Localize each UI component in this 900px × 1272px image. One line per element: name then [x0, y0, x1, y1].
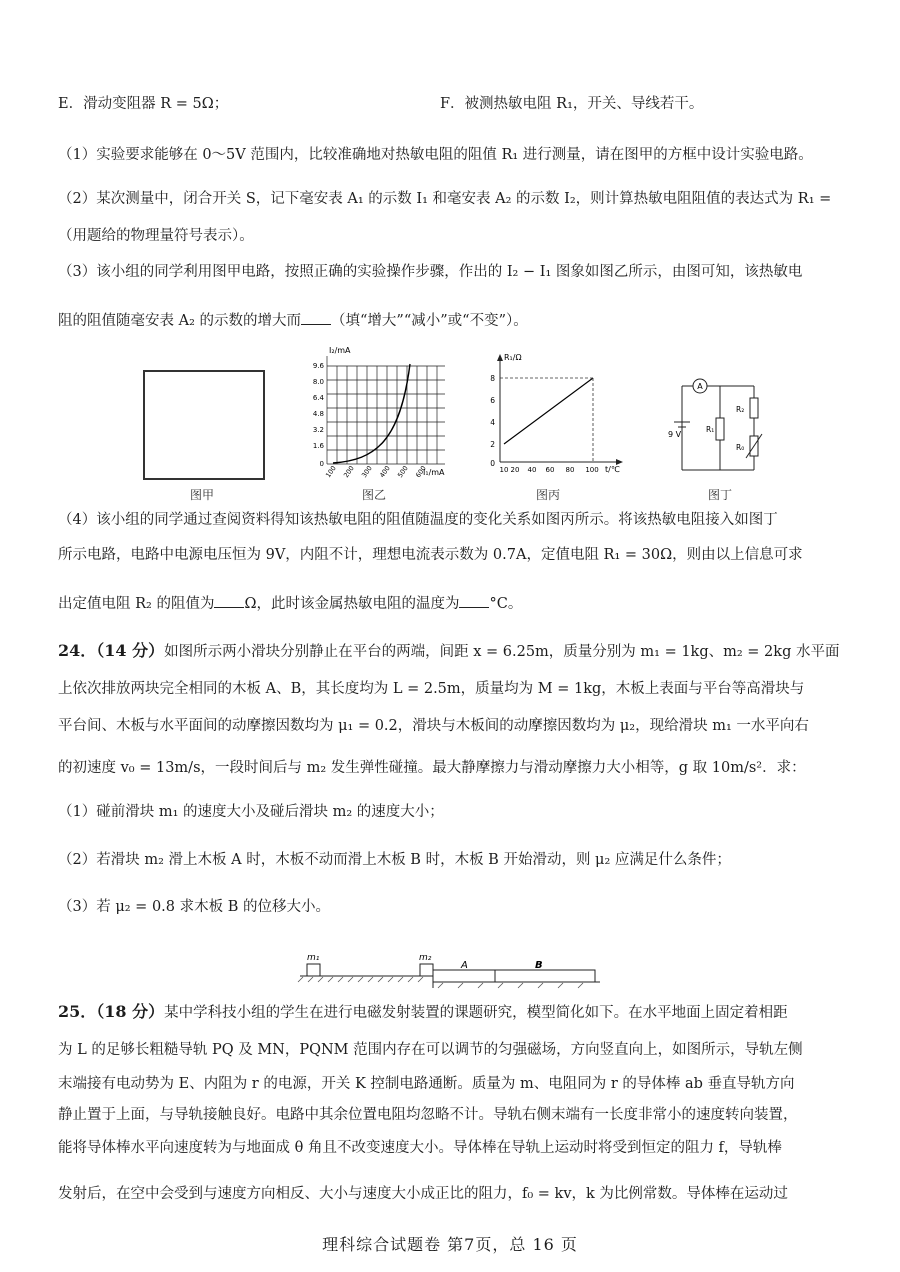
bing-ytick: 0: [490, 459, 495, 468]
figure-bing-caption: 图丙: [536, 488, 561, 502]
bing-ytick: 8: [490, 374, 495, 383]
q25-number: 25．（18 分）: [58, 1002, 165, 1021]
yi-ytick: 1.6: [312, 442, 324, 450]
yi-ylabel: I₂/mA: [329, 346, 351, 355]
bing-xtick: 10: [499, 466, 509, 474]
block-m2: m₂: [419, 953, 432, 963]
yi-ytick: 8.0: [312, 378, 324, 386]
bing-xlabel: t/℃: [605, 465, 620, 474]
q25-line6: 发射后，在空中会受到与速度方向相反、大小与速度大小成正比的阻力，f₀ = kv，k 为比例常数。导体棒在运动过: [58, 1186, 788, 1202]
board-a: A: [461, 960, 468, 971]
ding-r1: R₁: [706, 425, 715, 434]
answer-blank: [459, 593, 489, 608]
figure-yi: [305, 342, 455, 487]
yi-xtick: 100: [324, 464, 338, 480]
q23-part2-cont: （用题给的物理量符号表示）。: [58, 228, 254, 244]
option-e: E．滑动变阻器 R = 5Ω；: [58, 96, 229, 112]
q23-part4-cont1: 所示电路，电路中电源电压恒为 9V，内阻不计，理想电流表示数为 0.7A，定值电阻 R₁ = 30Ω，则由以上信息可求: [58, 547, 803, 563]
bing-xtick: 20: [510, 466, 520, 474]
q24-part3: （3）若 μ₂ = 0.8 求木板 B 的位移大小。: [58, 899, 330, 915]
ding-ammeter: A: [697, 382, 703, 391]
answer-blank: [214, 593, 244, 608]
figure-ding: [668, 372, 773, 477]
ding-rt: R₀: [736, 443, 745, 452]
yi-xtick: 600: [414, 464, 428, 480]
q24-line4: 的初速度 v₀ = 13m/s，一段时间后与 m₂ 发生弹性碰撞。最大静摩擦力与滑动摩擦力大小相等，g 取 10m/s²．求：: [58, 760, 806, 776]
yi-ytick: 6.4: [312, 394, 324, 402]
q25-line3: 末端接有电动势为 E、内阻为 r 的电源，开关 K 控制电路通断。质量为 m、电阻同为 r 的导体棒 ab 垂直导轨方向: [58, 1076, 795, 1092]
figure-jia-caption: 图甲: [190, 488, 215, 502]
figure-yi-caption: 图乙: [362, 488, 387, 502]
figure-bing: [478, 350, 628, 480]
page-footer: 理科综合试题卷 第7页，总 16 页: [322, 1235, 578, 1254]
bing-xtick: 60: [545, 466, 555, 474]
yi-xtick: 500: [396, 464, 410, 480]
yi-ytick: 0: [319, 460, 324, 468]
q23-part3-cont: 阻的阻值随毫安表 A₂ 的示数的增大而 （填“增大”“减小”或“不变”）。: [58, 310, 858, 331]
q25-intro: 25．（18 分）某中学科技小组的学生在进行电磁发射装置的课题研究，模型简化如下。在水平地面上固定着相距: [58, 1002, 788, 1021]
answer-blank: [301, 310, 331, 325]
q24-line3: 平台间、木板与水平面间的动摩擦因数均为 μ₁ = 0.2，滑块与木板间的动摩擦因数均为 μ₂，现给滑块 m₁ 一水平向右: [58, 718, 809, 734]
figure-jia: [143, 370, 265, 480]
q24-part2: （2）若滑块 m₂ 滑上木板 A 时，木板不动而滑上木板 B 时，木板 B 开始滑动，则 μ₂ 应满足什么条件；: [58, 852, 731, 868]
q25-line4: 静止置于上面，与导轨接触良好。电路中其余位置电阻均忽略不计。导轨右侧末端有一长度非常小的速度转向装置，: [58, 1107, 798, 1123]
bing-ytick: 6: [490, 396, 495, 405]
yi-ytick: 4.8: [312, 410, 324, 418]
bing-ylabel: R₁/Ω: [504, 353, 522, 362]
q24-intro: 24．（14 分）如图所示两小滑块分别静止在平台的两端，间距 x = 6.25m，质量分别为 m₁ = 1kg、m₂ = 2kg 水平面: [58, 641, 840, 660]
q25-line2: 为 L 的足够长粗糙导轨 PQ 及 MN，PQNM 范围内存在可以调节的匀强磁场，方向竖直向上，如图所示，导轨左侧: [58, 1042, 803, 1058]
q24-number: 24．（14 分）: [58, 641, 165, 660]
yi-ytick: 9.6: [312, 362, 324, 370]
q23-part2: （2）某次测量中，闭合开关 S，记下毫安表 A₁ 的示数 I₁ 和毫安表 A₂ 的示数 I₂，则计算热敏电阻阻值的表达式为 R₁ =: [58, 191, 832, 207]
option-f: F．被测热敏电阻 R₁，开关、导线若干。: [440, 96, 704, 112]
block-m1: m₁: [307, 953, 320, 963]
q23-part4-cont2: 出定值电阻 R₂ 的阻值为 Ω，此时该金属热敏电阻的温度为 °C。: [58, 593, 858, 614]
yi-xtick: 400: [378, 464, 392, 480]
bing-xtick: 40: [527, 466, 537, 474]
board-b: B: [535, 960, 543, 971]
yi-xtick: 300: [360, 464, 374, 480]
q23-part1: （1）实验要求能够在 0～5V 范围内，比较准确地对热敏电阻的阻值 R₁ 进行测量，请在图甲的方框中设计实验电路。: [58, 147, 813, 163]
yi-ytick: 3.2: [312, 426, 324, 434]
q23-part4: （4）该小组的同学通过查阅资料得知该热敏电阻的阻值随温度的变化关系如图丙所示。将该热敏电阻接入如图丁: [58, 512, 778, 528]
yi-xtick: 200: [342, 464, 356, 480]
q23-part3: （3）该小组的同学利用图甲电路，按照正确的实验操作步骤，作出的 I₂ − I₁ 图象如图乙所示，由图可知，该热敏电: [58, 264, 803, 280]
bing-xtick: 80: [565, 466, 575, 474]
q24-part1: （1）碰前滑块 m₁ 的速度大小及碰后滑块 m₂ 的速度大小；: [58, 804, 444, 820]
yi-xlabel: I₁/mA: [423, 468, 445, 477]
bing-xtick: 100: [585, 466, 599, 474]
bing-ytick: 2: [490, 440, 495, 449]
bing-ytick: 4: [490, 418, 495, 427]
q24-line2: 上依次排放两块完全相同的木板 A、B，其长度均为 L = 2.5m，质量均为 M = 1kg，木板上表面与平台等高滑块与: [58, 681, 805, 697]
figure-blocks: [295, 944, 605, 989]
ding-source: 9 V: [668, 430, 682, 439]
figure-ding-caption: 图丁: [708, 488, 733, 502]
q25-line5: 能将导体棒水平向速度转为与地面成 θ 角且不改变速度大小。导体棒在导轨上运动时将受到恒定的阻力 f，导轨棒: [58, 1140, 782, 1156]
ding-r2: R₂: [736, 405, 745, 414]
